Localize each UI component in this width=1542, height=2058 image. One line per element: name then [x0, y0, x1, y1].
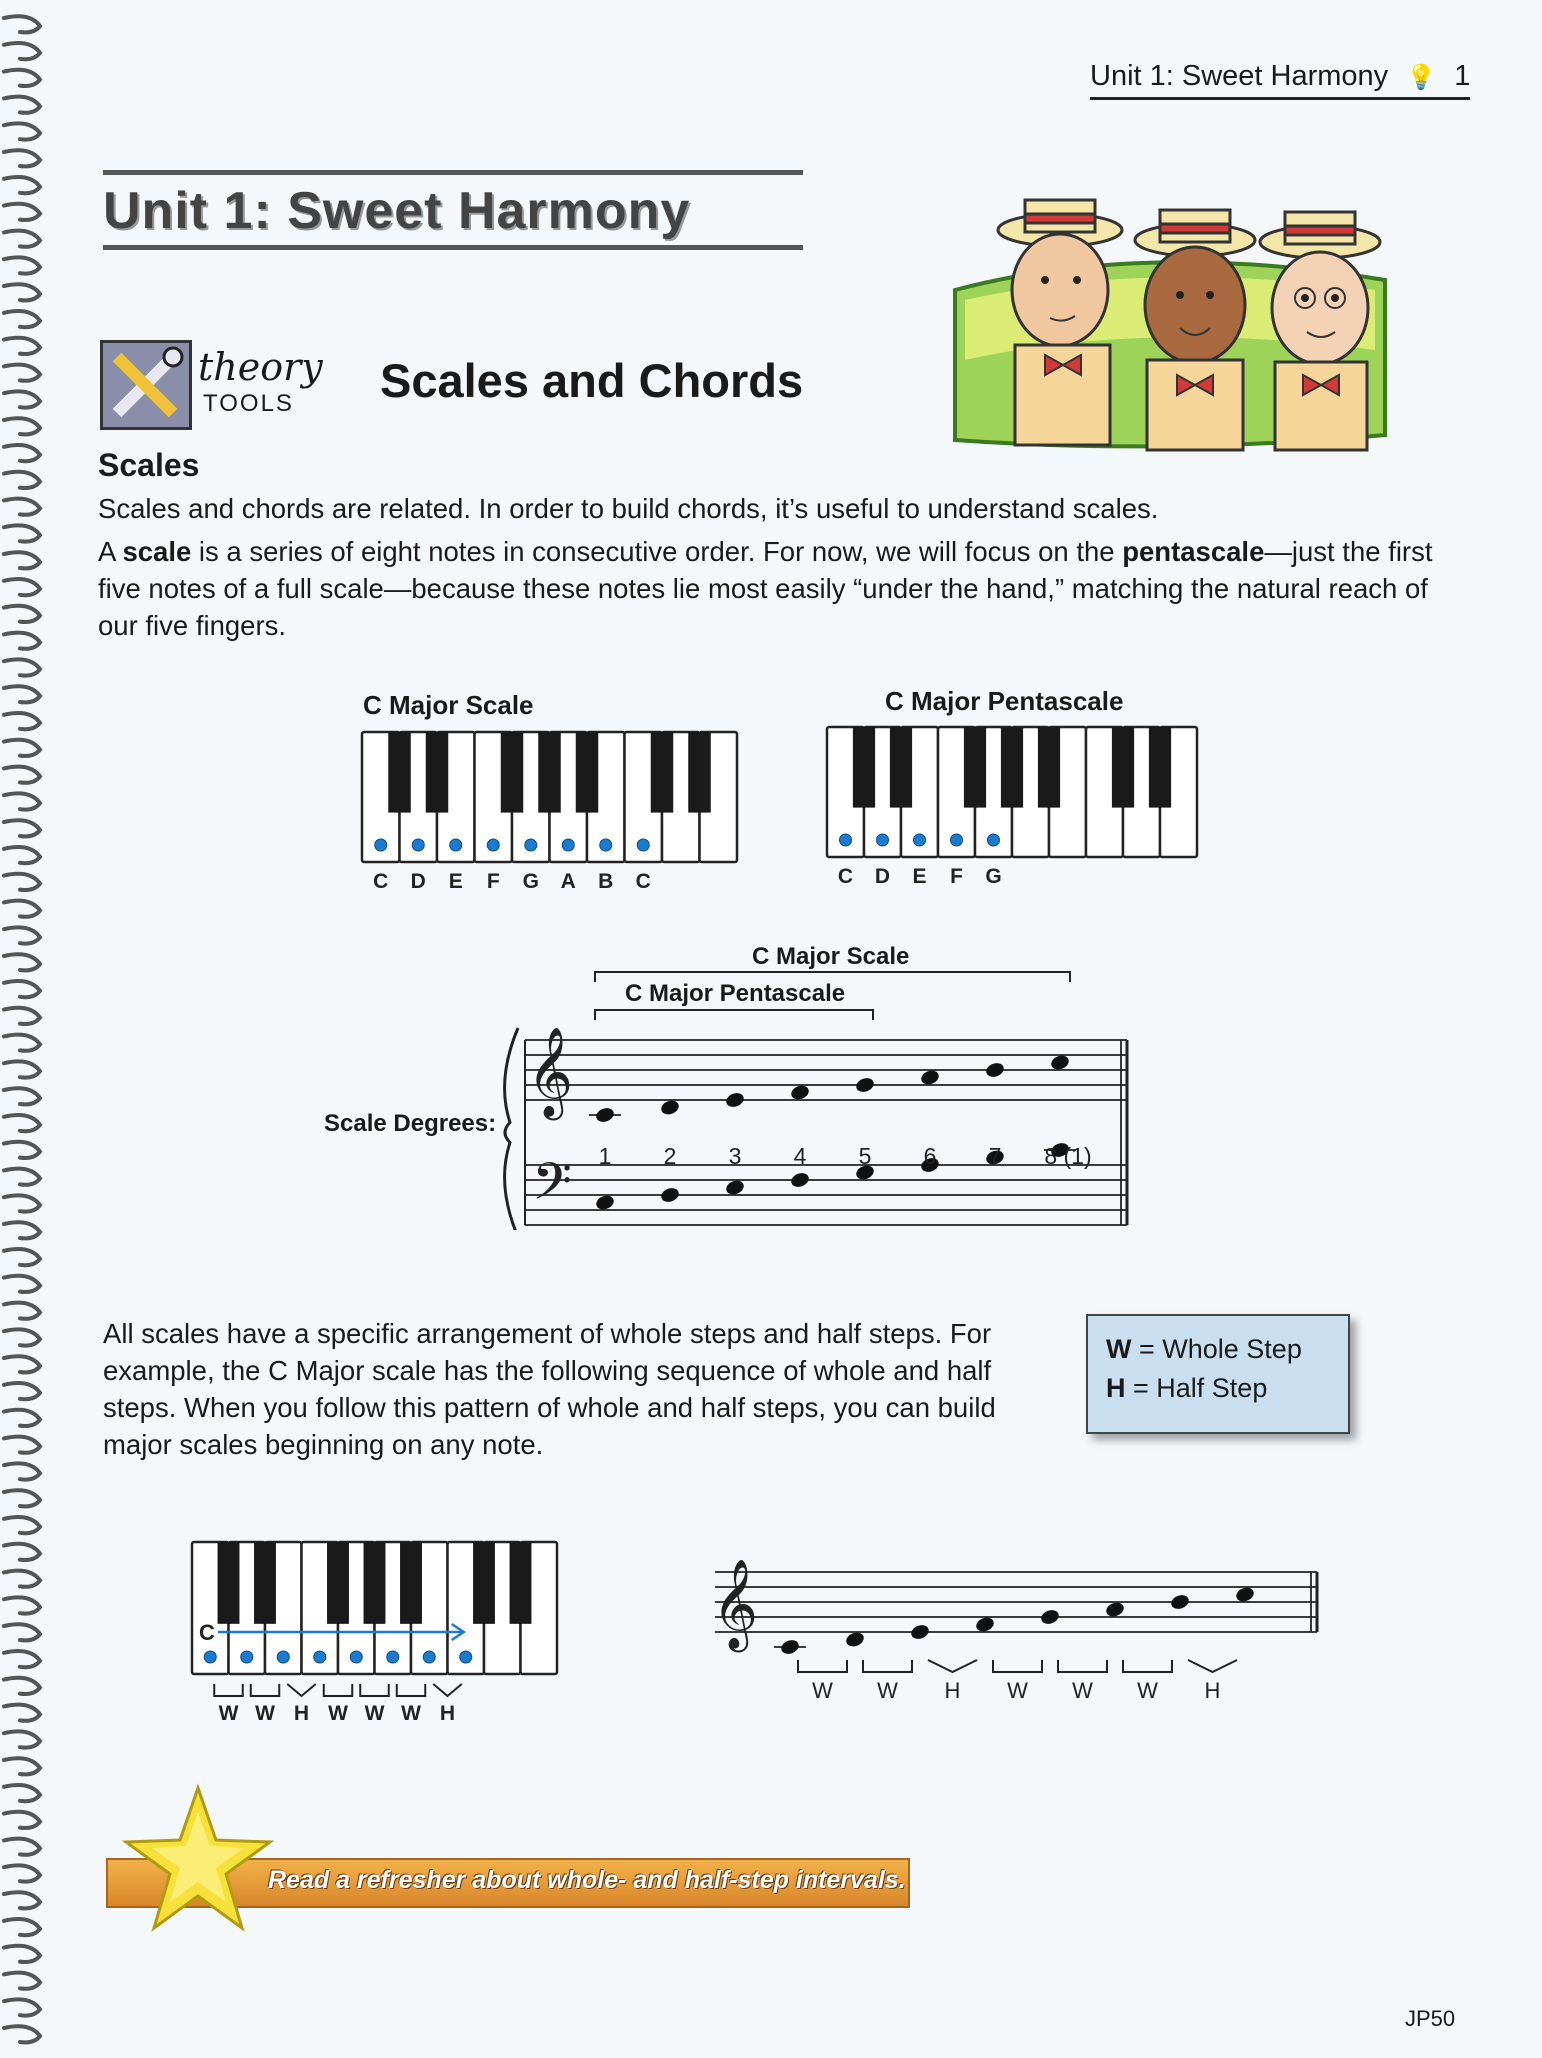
spiral-coil	[4, 2026, 40, 2042]
whole-step-bracket	[324, 1684, 353, 1696]
scale-degree: 4	[793, 1143, 807, 1169]
step-label: W	[1072, 1678, 1093, 1703]
unit-title: Unit 1: Sweet Harmony	[103, 182, 691, 240]
spiral-coil	[4, 1222, 40, 1238]
whole-step-bracket	[360, 1684, 389, 1696]
spiral-coil	[4, 365, 40, 381]
spiral-coil	[4, 311, 40, 327]
spiral-coil	[4, 150, 40, 166]
legend-half	[1106, 1373, 1348, 1404]
intro-text-a: A	[98, 536, 123, 567]
whole-step-bracket	[863, 1660, 912, 1672]
spiral-coil	[4, 1008, 40, 1024]
term-pentascale: pentascale	[1122, 536, 1265, 567]
spiral-coil	[4, 1678, 40, 1694]
spiral-coil	[4, 445, 40, 461]
note-label: G	[985, 865, 1002, 888]
running-head-title: Unit 1: Sweet Harmony	[1090, 60, 1389, 92]
step-label: W	[218, 1702, 239, 1725]
spiral-coil	[4, 97, 40, 113]
step-label: H	[1204, 1678, 1221, 1703]
treble-note	[1049, 1053, 1070, 1071]
note-dot	[988, 834, 1000, 846]
note-label: C	[635, 870, 651, 893]
treble-note	[854, 1076, 875, 1094]
tools-label: TOOLS	[203, 390, 294, 417]
step-label: W	[812, 1678, 833, 1703]
step-note	[779, 1638, 800, 1656]
spiral-coil	[4, 981, 40, 997]
note-label: F	[950, 865, 963, 888]
legend-w-key: W	[1106, 1334, 1132, 1364]
bass-note	[659, 1186, 680, 1204]
whole-step-bracket	[214, 1684, 243, 1696]
spiral-coil	[4, 1088, 40, 1104]
treble-clef-icon: 𝄞	[711, 1559, 759, 1647]
black-key	[538, 732, 561, 813]
step-note	[1104, 1600, 1125, 1618]
step-label: W	[1137, 1678, 1158, 1703]
spiral-coil	[4, 820, 40, 836]
bracket-scale	[595, 972, 1070, 982]
treble-note	[724, 1091, 745, 1109]
spiral-coil	[4, 1303, 40, 1319]
spiral-coil	[4, 1892, 40, 1908]
spiral-coil	[4, 16, 40, 32]
black-key	[327, 1542, 349, 1624]
spiral-coil	[4, 1785, 40, 1801]
step-note	[1234, 1585, 1255, 1603]
note-dot	[375, 839, 387, 851]
black-key	[218, 1542, 240, 1624]
half-step-bracket	[433, 1684, 462, 1696]
spiral-coil	[4, 1571, 40, 1587]
spiral-coil	[4, 1383, 40, 1399]
note-dot	[423, 1651, 435, 1663]
spiral-coil	[4, 418, 40, 434]
spiral-coil	[4, 204, 40, 220]
spiral-coil	[4, 338, 40, 354]
note-label: G	[522, 870, 539, 893]
kb-penta-title: C Major Pentascale	[885, 686, 1124, 716]
spiral-coil	[4, 1142, 40, 1158]
step-note	[844, 1630, 865, 1648]
spiral-coil	[4, 1490, 40, 1506]
spiral-coil	[4, 901, 40, 917]
step-note	[1039, 1608, 1060, 1626]
half-step-bracket	[1188, 1660, 1237, 1672]
legend-w-text: = Whole Step	[1131, 1334, 1302, 1364]
step-label: W	[255, 1702, 275, 1725]
bracket-penta-label: C Major Pentascale	[625, 980, 846, 1007]
step-note	[909, 1623, 930, 1641]
note-dot	[877, 834, 889, 846]
start-note-label: C	[199, 1620, 215, 1645]
treble-clef-icon: 𝄞	[526, 1027, 574, 1115]
unit-title-banner	[103, 170, 803, 250]
star-icon	[118, 1782, 278, 1942]
spiral-coil	[4, 1169, 40, 1185]
bass-clef-icon: 𝄢	[532, 1154, 572, 1223]
keyboard-c-major-pentascale	[825, 725, 1205, 895]
folio: JP50	[1405, 2006, 1456, 2031]
black-key	[473, 1542, 495, 1624]
treble-note	[984, 1061, 1005, 1079]
note-dot	[241, 1651, 253, 1663]
spiral-coil	[4, 1356, 40, 1372]
black-key	[254, 1542, 276, 1624]
black-key	[426, 732, 449, 813]
spiral-coil	[4, 713, 40, 729]
bracket-scale-label: C Major Scale	[752, 943, 910, 970]
step-label: W	[1007, 1678, 1028, 1703]
scale-degree: 8 (1)	[1044, 1143, 1092, 1169]
black-key	[1149, 727, 1171, 808]
spiral-coil	[4, 70, 40, 86]
note-label: C	[373, 870, 389, 893]
spiral-coil	[4, 1249, 40, 1265]
barbershop-trio-illustration	[945, 170, 1395, 455]
spiral-binding	[0, 0, 60, 2058]
spiral-coil	[4, 1919, 40, 1935]
spiral-coil	[4, 1115, 40, 1131]
spiral-coil	[4, 1517, 40, 1533]
lightbulb-icon: 💡	[1406, 64, 1437, 91]
black-key	[1038, 727, 1060, 808]
spiral-coil	[4, 1544, 40, 1560]
black-key	[576, 732, 599, 813]
scale-degree: 6	[923, 1143, 937, 1169]
subhead-scales: Scales	[98, 447, 200, 483]
spiral-coil	[4, 1999, 40, 2015]
note-dot	[487, 839, 499, 851]
note-dot	[277, 1651, 289, 1663]
spiral-coil	[4, 257, 40, 273]
treble-note	[789, 1083, 810, 1101]
refresher-link[interactable]: Read a refresher about whole- and half-step intervals.	[268, 1866, 906, 1894]
step-note	[974, 1615, 995, 1633]
spiral-coil	[4, 659, 40, 675]
note-dot	[387, 1651, 399, 1663]
black-key	[1112, 727, 1134, 808]
spiral-coil	[4, 177, 40, 193]
step-label: H	[944, 1678, 961, 1703]
spiral-coil	[4, 1061, 40, 1077]
whole-step-bracket	[251, 1684, 280, 1696]
step-label: H	[439, 1702, 456, 1725]
spiral-coil	[4, 927, 40, 943]
note-dot	[914, 834, 926, 846]
spiral-coil	[4, 1035, 40, 1051]
note-label: C	[837, 865, 854, 888]
spiral-coil	[4, 1973, 40, 1989]
spiral-coil	[4, 954, 40, 970]
spiral-coil	[4, 472, 40, 488]
black-key	[651, 732, 674, 813]
spiral-coil	[4, 793, 40, 809]
note-dot	[460, 1651, 472, 1663]
grand-staff-figure	[490, 960, 1140, 1230]
spiral-coil	[4, 552, 40, 568]
page-number: 1	[1454, 60, 1471, 92]
note-label: D	[410, 870, 426, 893]
spiral-coil	[4, 1946, 40, 1962]
staff-whole-half-steps	[705, 1550, 1325, 1710]
step-label: W	[328, 1702, 348, 1725]
black-key	[501, 732, 524, 813]
note-dot	[412, 839, 424, 851]
spiral-coil	[4, 391, 40, 407]
steps-paragraph: All scales have a specific arrangement of whole steps and half steps. For example, the C Major scale has the following sequence of whole and half steps. When you follow this pattern of whole and half steps, you can build major scales beginning on any note.	[103, 1318, 996, 1460]
scale-degree: 2	[663, 1143, 677, 1169]
step-label: W	[364, 1702, 385, 1725]
intro-text-c: —just the first five notes of a full scale—because these notes lie most easily “under the hand,” matching the natural reach of our five fingers.	[98, 536, 1433, 641]
spiral-coil	[4, 1812, 40, 1828]
spiral-coil	[4, 1758, 40, 1774]
note-label: D	[874, 865, 891, 888]
spiral-coil	[4, 1410, 40, 1426]
note-label: E	[912, 865, 927, 888]
spiral-coil	[4, 1329, 40, 1345]
spiral-coil	[4, 1276, 40, 1292]
section-title: Scales and Chords	[380, 354, 804, 407]
wrench-screwdriver-icon	[100, 340, 192, 430]
spiral-coil	[4, 740, 40, 756]
whole-step-bracket	[397, 1684, 426, 1696]
spiral-coil	[4, 123, 40, 139]
spiral-coil	[4, 874, 40, 890]
note-dot	[204, 1651, 216, 1663]
spiral-coil	[4, 1731, 40, 1747]
bass-note	[594, 1193, 615, 1211]
spiral-coil	[4, 633, 40, 649]
note-label: B	[598, 870, 614, 893]
spiral-coil	[4, 1624, 40, 1640]
spiral-coil	[4, 284, 40, 300]
step-label: H	[293, 1702, 310, 1725]
spiral-coil	[4, 1463, 40, 1479]
spiral-coil	[4, 579, 40, 595]
theory-label: theory	[198, 345, 323, 389]
note-dot	[450, 839, 462, 851]
black-key	[510, 1542, 532, 1624]
spiral-coil	[4, 43, 40, 59]
spiral-coil	[4, 1195, 40, 1211]
treble-note	[659, 1098, 680, 1116]
note-dot	[525, 839, 537, 851]
spiral-coil	[4, 1839, 40, 1855]
bracket-pentascale	[595, 1010, 873, 1020]
spiral-coil	[4, 1437, 40, 1453]
whole-step-bracket	[1058, 1660, 1107, 1672]
half-step-bracket	[287, 1684, 316, 1696]
note-dot	[840, 834, 852, 846]
whole-step-bracket	[993, 1660, 1042, 1672]
spiral-coil	[4, 499, 40, 515]
brace	[505, 1028, 518, 1230]
step-note	[1169, 1593, 1190, 1611]
note-label: F	[486, 870, 500, 893]
treble-note	[919, 1068, 940, 1086]
note-dot	[600, 839, 612, 851]
legend-h-text: = Half Step	[1125, 1373, 1268, 1403]
spiral-coil	[4, 525, 40, 541]
spiral-coil	[4, 1865, 40, 1881]
intro-text-b: is a series of eight notes in consecutive order. For now, we will focus on the	[191, 536, 1123, 567]
black-key	[364, 1542, 386, 1624]
black-key	[853, 727, 875, 808]
whole-step-bracket	[1123, 1660, 1172, 1672]
note-dot	[951, 834, 963, 846]
kb-scale-title: C Major Scale	[363, 690, 534, 720]
running-head	[1090, 60, 1470, 100]
note-label: A	[560, 870, 576, 893]
legend-whole	[1106, 1334, 1348, 1365]
term-scale: scale	[122, 536, 192, 567]
legend-h-key: H	[1106, 1373, 1126, 1403]
spiral-coil	[4, 1705, 40, 1721]
note-dot	[314, 1651, 326, 1663]
scale-degree: 7	[988, 1143, 1002, 1169]
scale-degree: 5	[858, 1143, 872, 1169]
spiral-coil	[4, 1651, 40, 1667]
note-label: E	[448, 870, 463, 893]
keyboard-c-major-scale	[360, 730, 740, 900]
spiral-coil	[4, 847, 40, 863]
black-key	[1001, 727, 1023, 808]
legend-box	[1086, 1314, 1350, 1434]
black-key	[688, 732, 711, 813]
spiral-coil	[4, 231, 40, 247]
bass-note	[724, 1178, 745, 1196]
black-key	[400, 1542, 422, 1624]
spiral-coil	[4, 1597, 40, 1613]
step-label: W	[877, 1678, 898, 1703]
scale-degrees-label: Scale Degrees:	[324, 1110, 497, 1137]
intro-paragraph	[98, 533, 1448, 644]
half-step-bracket	[928, 1660, 977, 1672]
whole-step-bracket	[798, 1660, 847, 1672]
black-key	[890, 727, 912, 808]
black-key	[388, 732, 411, 813]
intro-line: Scales and chords are related. In order to build chords, it’s useful to understand scales.	[98, 493, 1159, 524]
scale-degree: 1	[598, 1143, 612, 1169]
bass-note	[789, 1171, 810, 1189]
note-dot	[350, 1651, 362, 1663]
treble-note	[594, 1106, 615, 1124]
black-key	[964, 727, 986, 808]
note-dot	[637, 839, 649, 851]
spiral-coil	[4, 686, 40, 702]
note-dot	[562, 839, 574, 851]
step-label: W	[401, 1702, 421, 1725]
spiral-coil	[4, 767, 40, 783]
spiral-coil	[4, 606, 40, 622]
keyboard-whole-half-steps	[190, 1540, 570, 1740]
scale-degree: 3	[728, 1143, 742, 1169]
